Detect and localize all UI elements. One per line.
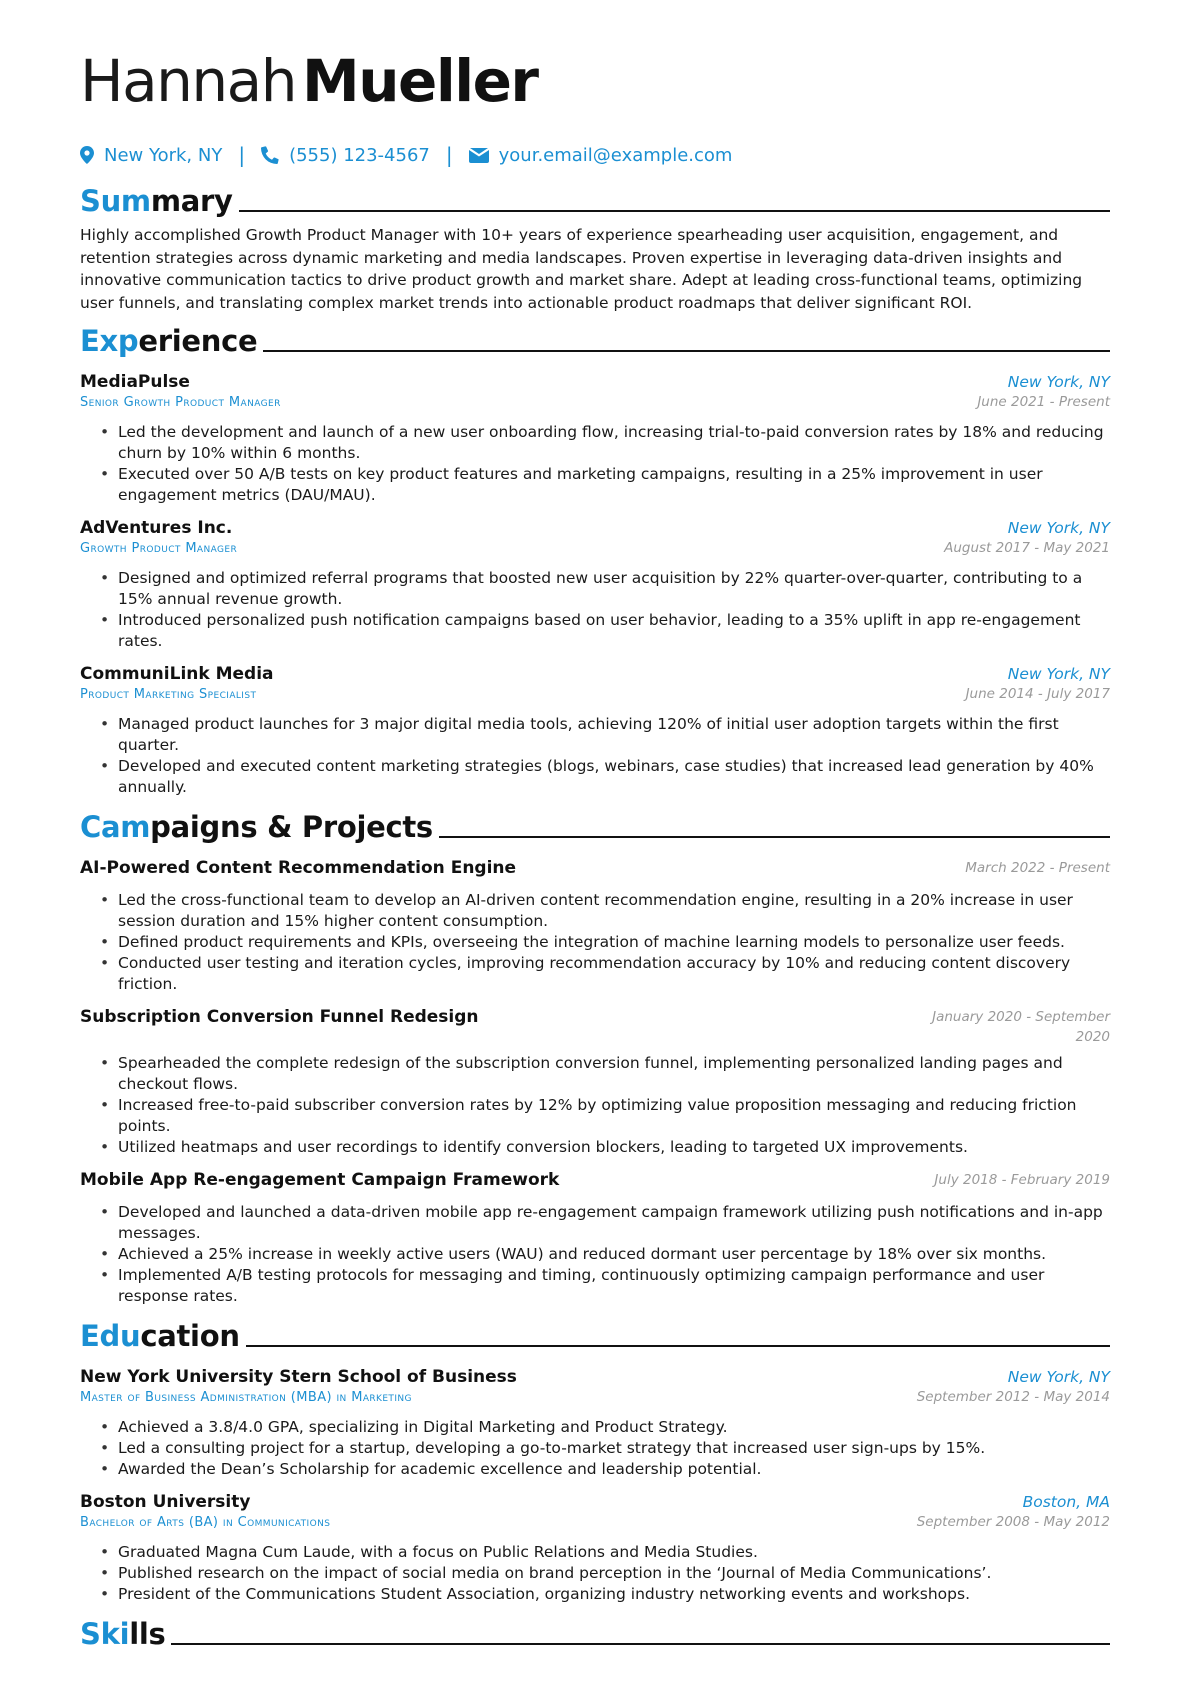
bullet-item: • Led a consulting project for a startup, developing a go-to-market strategy that increased user sign-ups by 15%. [100,1438,1110,1459]
location-text: New York, NY [104,144,223,166]
bullet-item: • Led the development and launch of a new user onboarding flow, increasing trial-to-paid conversion rates by 18% and reducing churn by 10% within 6 months. [100,422,1110,464]
education-bullets [80,1417,1110,1480]
contact-email[interactable] [469,145,733,166]
project-bullets [80,1202,1110,1307]
project-bullets [80,890,1110,995]
school-name: New York University Stern School of Business [80,1367,517,1387]
projects-heading [80,804,1110,844]
education-heading [80,1313,1110,1353]
project-name: Subscription Conversion Funnel Redesign [80,1007,479,1027]
candidate-name [80,38,1110,124]
bullet-item: • Introduced personalized push notification campaigns based on user behavior, leading to a 35% uplift in app re-engagement rates. [100,610,1110,652]
bullet-item: • Implemented A/B testing protocols for messaging and timing, continuously optimizing campaign performance and user response rates. [100,1265,1110,1307]
education-bullets [80,1542,1110,1605]
company-name: MediaPulse [80,372,190,392]
job-bullets [80,714,1110,798]
bullet-item: • Achieved a 25% increase in weekly active users (WAU) and reduced dormant user percentage by 18% over six months. [100,1244,1110,1265]
bullet-item: • Awarded the Dean’s Scholarship for academic excellence and leadership potential. [100,1459,1110,1480]
project-entry [80,1007,1110,1158]
school-location: New York, NY [1007,1368,1110,1386]
contact-phone[interactable] [261,145,430,166]
school-name: Boston University [80,1492,251,1512]
company-name: AdVentures Inc. [80,518,233,538]
bullet-item: • Achieved a 3.8/4.0 GPA, specializing in Digital Marketing and Product Strategy. [100,1417,1110,1438]
job-dates: June 2021 - Present [977,394,1110,410]
bullet-item: • Developed and executed content marketing strategies (blogs, webinars, case studies) that increased lead generation by 40% annually. [100,756,1110,798]
job-bullets [80,422,1110,506]
bullet-item: • Spearheaded the complete redesign of the subscription conversion funnel, implementing personalized landing pages and checkout flows. [100,1053,1110,1095]
bullet-item: • Managed product launches for 3 major digital media tools, achieving 120% of initial user adoption targets within the first quarter. [100,714,1110,756]
job-entry [80,664,1110,798]
job-dates: August 2017 - May 2021 [944,540,1110,556]
bullet-item: • Increased free-to-paid subscriber conversion rates by 12% by optimizing value proposition messaging and reducing friction points. [100,1095,1110,1137]
company-name: CommuniLink Media [80,664,274,684]
skills-heading [80,1611,1110,1651]
contact-separator: | [445,143,453,167]
job-dates: June 2014 - July 2017 [965,686,1110,702]
bullet-item: • Conducted user testing and iteration cycles, improving recommendation accuracy by 10% and reducing content discovery friction. [100,953,1110,995]
heading-rest: lls [129,1617,166,1651]
heading-rest: cation [140,1319,240,1353]
heading-rest: mary [150,184,233,218]
bullet-item: • Designed and optimized referral programs that boosted new user acquisition by 22% quarter-over-quarter, contributing to a 15% annual revenue growth. [100,568,1110,610]
summary-heading [80,178,1110,218]
school-dates: September 2012 - May 2014 [916,1389,1110,1405]
bullet-item: • Executed over 50 A/B tests on key product features and marketing campaigns, resulting in a 25% improvement in user engagement metrics (DAU/MAU). [100,464,1110,506]
bullet-item: • Utilized heatmaps and user recordings to identify conversion blockers, leading to targeted UX improvements. [100,1137,1110,1158]
job-entry [80,518,1110,652]
heading-accent: Exp [80,324,139,358]
project-dates: July 2018 - February 2019 [934,1172,1110,1188]
bullet-item: • Graduated Magna Cum Laude, with a focus on Public Relations and Media Studies. [100,1542,1110,1563]
project-name: Mobile App Re-engagement Campaign Framework [80,1170,560,1190]
experience-heading [80,318,1110,358]
email-text: your.email@example.com [498,144,733,166]
job-location: New York, NY [1007,373,1110,391]
education-entry [80,1492,1110,1605]
bullet-item: • Defined product requirements and KPIs, overseeing the integration of machine learning models to personalize user feeds. [100,932,1110,953]
job-role: Growth Product Manager [80,541,238,556]
project-bullets [80,1053,1110,1158]
heading-rule [263,350,1110,352]
heading-rule [439,836,1110,838]
heading-rule [171,1643,1110,1645]
heading-rule [239,210,1110,212]
job-role: Product Marketing Specialist [80,687,257,702]
first-name: Hannah [80,47,296,115]
degree: Bachelor of Arts (BA) in Communications [80,1515,331,1530]
job-location: New York, NY [1007,519,1110,537]
heading-accent: Ski [80,1617,130,1651]
bullet-item: • Developed and launched a data-driven mobile app re-engagement campaign framework utilizing push notifications and in-app messages. [100,1202,1110,1244]
map-marker-icon [80,146,94,164]
heading-accent: Edu [80,1319,141,1353]
phone-icon [261,146,279,164]
education-entry [80,1367,1110,1480]
heading-rest: erience [138,324,258,358]
summary-text: Highly accomplished Growth Product Manager with 10+ years of experience spearheading user acquisition, engagement, and retention strategies across dynamic marketing and media landscapes. Proven expertise in leveraging data-driven insights and innovative communication tactics to drive product growth and market share. Adept at leading cross-functional teams, optimizing user funnels, and translating complex market trends into actionable product roadmaps that deliver significant ROI. [80,226,1083,312]
contact-separator: | [238,143,246,167]
contact-bar [80,140,1110,170]
project-name: AI-Powered Content Recommendation Engine [80,858,517,878]
phone-text: (555) 123-4567 [289,144,430,166]
job-entry [80,372,1110,506]
school-location: Boston, MA [1022,1493,1110,1511]
bullet-item: • President of the Communications Student Association, organizing industry networking events and workshops. [100,1584,1110,1605]
heading-accent: Cam [80,810,151,844]
contact-location [80,145,222,166]
job-bullets [80,568,1110,652]
bullet-item: • Led the cross-functional team to develop an AI-driven content recommendation engine, resulting in a 20% increase in user session duration and 15% higher content consumption. [100,890,1110,932]
envelope-icon [469,148,489,163]
heading-accent: Sum [80,184,151,218]
job-role: Senior Growth Product Manager [80,395,281,410]
project-dates: March 2022 - Present [965,860,1110,876]
school-dates: September 2008 - May 2012 [916,1514,1110,1530]
degree: Master of Business Administration (MBA) in Marketing [80,1390,412,1405]
project-entry [80,1170,1110,1307]
project-entry [80,858,1110,995]
bullet-item: • Published research on the impact of social media on brand perception in the ‘Journal of Media Communications’. [100,1563,1110,1584]
project-dates: January 2020 - September 2020 [932,1009,1110,1045]
last-name: Mueller [301,47,538,115]
job-location: New York, NY [1007,665,1110,683]
heading-rest: paigns & Projects [150,810,433,844]
heading-rule [246,1345,1110,1347]
